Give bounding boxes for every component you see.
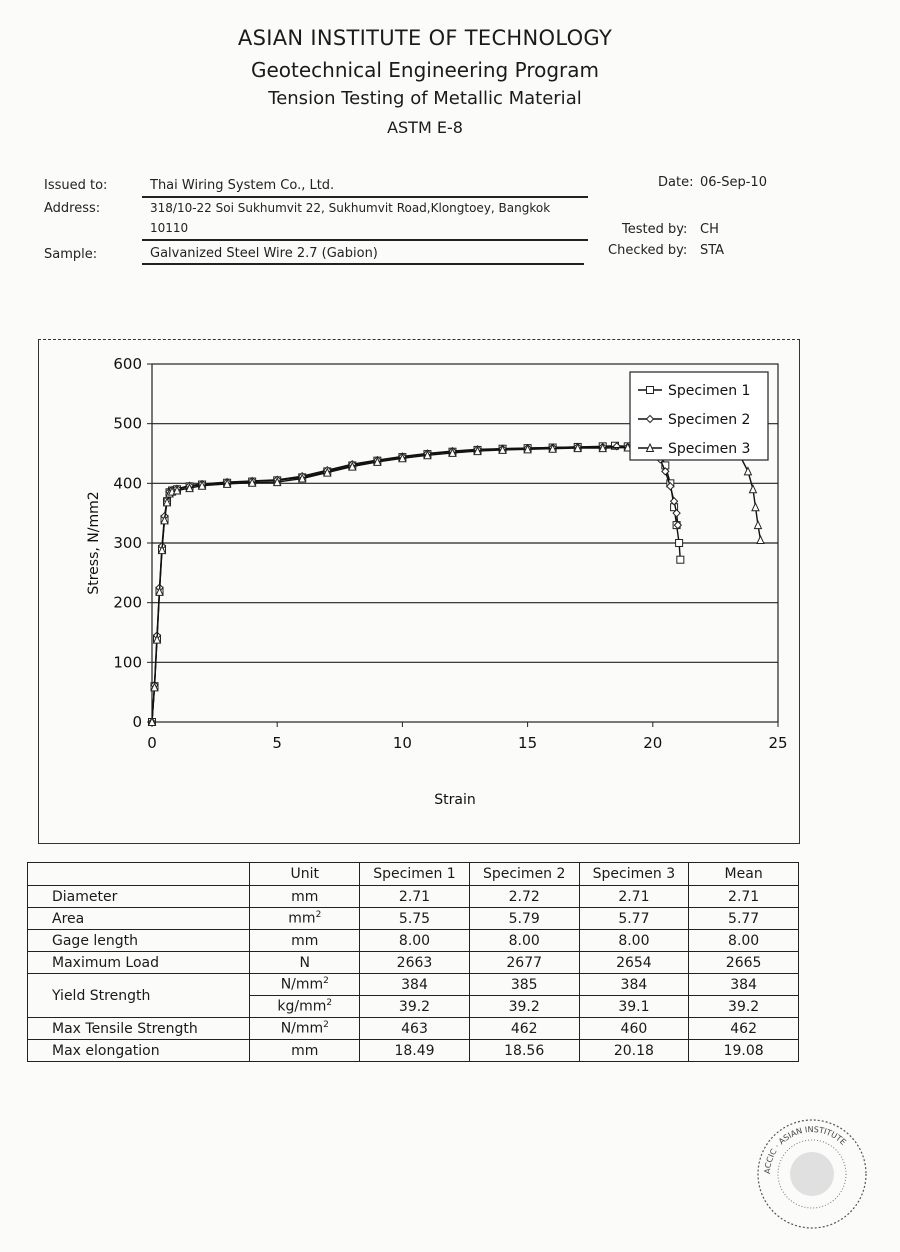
unit-text: kg/mm <box>277 998 327 1015</box>
cell: 2.71 <box>689 886 799 908</box>
legend-label: Specimen 1 <box>668 383 751 399</box>
checked-by-value: STA <box>700 243 725 258</box>
date-value: 06-Sep-10 <box>700 175 767 190</box>
table-header-mean: Mean <box>689 863 799 886</box>
data-point-specimen-3 <box>754 521 761 529</box>
checked-by-label: Checked by: <box>608 243 688 258</box>
data-point-specimen-1 <box>676 540 683 547</box>
data-point-specimen-3 <box>749 485 756 493</box>
y-tick-label: 500 <box>113 414 142 433</box>
cell: 2654 <box>579 952 689 974</box>
address-label: Address: <box>44 201 101 216</box>
table-row <box>28 908 799 930</box>
unit-sup: 2 <box>323 976 329 987</box>
table-header-unit: Unit <box>250 863 360 886</box>
cell: 18.49 <box>360 1040 470 1062</box>
x-axis-title: Strain <box>434 792 476 808</box>
cell: 5.77 <box>579 908 689 930</box>
table-header-blank <box>28 863 250 886</box>
cell: 2.71 <box>579 886 689 908</box>
y-tick-label: 0 <box>132 713 142 731</box>
x-tick-label: 5 <box>272 734 282 752</box>
row-unit <box>250 974 360 996</box>
unit-sup: 2 <box>326 998 333 1009</box>
sample-underline <box>142 263 584 265</box>
y-tick-label: 200 <box>113 593 142 612</box>
data-point-specimen-1 <box>677 556 684 563</box>
cell: 2.72 <box>469 886 579 908</box>
table-header-row <box>28 863 799 886</box>
issued-to-underline <box>142 196 588 198</box>
cell: 462 <box>689 1018 799 1040</box>
cell: 384 <box>689 974 799 996</box>
legend-label: Specimen 2 <box>668 412 751 428</box>
y-tick-label: 100 <box>113 653 142 672</box>
svg-text:ACCIC · ASIAN INSTITUTE: ACCIC · ASIAN INSTITUTE <box>762 1124 848 1175</box>
cell: 2677 <box>469 952 579 974</box>
data-point-specimen-3 <box>744 467 751 475</box>
x-tick-label: 25 <box>768 734 788 752</box>
cell: 39.1 <box>579 996 689 1018</box>
x-tick-label: 0 <box>147 734 157 752</box>
table-row <box>28 1018 799 1040</box>
cell: 2663 <box>360 952 470 974</box>
date-label: Date: <box>658 175 694 190</box>
cell: 18.56 <box>469 1040 579 1062</box>
cell: 20.18 <box>579 1040 689 1062</box>
cell: 460 <box>579 1018 689 1040</box>
cell: 385 <box>469 974 579 996</box>
data-point-specimen-3 <box>757 536 764 544</box>
standard-title: ASTM E-8 <box>387 118 463 137</box>
legend-label: Specimen 3 <box>668 441 751 457</box>
table-header-specimen-2: Specimen 2 <box>469 863 579 886</box>
row-unit: mm <box>250 1040 360 1062</box>
tested-by-value: CH <box>700 222 719 237</box>
table-header-specimen-3: Specimen 3 <box>579 863 689 886</box>
y-tick-label: 300 <box>113 534 142 552</box>
y-tick-label: 600 <box>113 355 142 373</box>
row-label: Max elongation <box>28 1040 250 1062</box>
cell: 8.00 <box>469 930 579 952</box>
stress-strain-chart <box>38 339 798 842</box>
unit-text: mm <box>288 910 316 927</box>
cell: 8.00 <box>689 930 799 952</box>
row-unit <box>250 996 360 1018</box>
sample-label: Sample: <box>44 247 98 262</box>
row-label: Max Tensile Strength <box>28 1018 250 1040</box>
institute-title: ASIAN INSTITUTE OF TECHNOLOGY <box>237 26 613 50</box>
row-label: Area <box>28 908 250 930</box>
cell: 384 <box>579 974 689 996</box>
table-row <box>28 974 799 996</box>
cell: 39.2 <box>469 996 579 1018</box>
x-tick-label: 15 <box>518 734 538 752</box>
results-table <box>27 862 799 1062</box>
row-label: Diameter <box>28 886 250 908</box>
table-row <box>28 952 799 974</box>
x-tick-label: 20 <box>643 734 663 752</box>
sample-value: Galvanized Steel Wire 2.7 (Gabion) <box>150 246 378 261</box>
cell: 8.00 <box>579 930 689 952</box>
cell: 8.00 <box>360 930 470 952</box>
address-line1: 318/10-22 Soi Sukhumvit 22, Sukhumvit Road,Klongtoey, Bangkok <box>150 201 551 215</box>
test-title: Tension Testing of Metallic Material <box>268 88 582 109</box>
table-row <box>28 930 799 952</box>
table-row <box>28 1040 799 1062</box>
row-label: Gage length <box>28 930 250 952</box>
institute-seal <box>752 1112 872 1232</box>
cell: 39.2 <box>689 996 799 1018</box>
table-header-specimen-1: Specimen 1 <box>360 863 470 886</box>
table-row <box>28 886 799 908</box>
address-line2: 10110 <box>150 221 189 235</box>
unit-text: N/mm <box>280 976 324 993</box>
y-tick-label: 400 <box>113 474 142 493</box>
y-axis-title: Stress, N/mm2 <box>86 491 102 595</box>
issued-to-value: Thai Wiring System Co., Ltd. <box>150 178 335 193</box>
row-unit <box>250 1018 360 1040</box>
unit-sup: 2 <box>315 910 322 921</box>
program-title: Geotechnical Engineering Program <box>251 58 599 82</box>
cell: 5.77 <box>689 908 799 930</box>
cell: 5.75 <box>360 908 470 930</box>
data-point-specimen-3 <box>752 503 759 511</box>
tested-by-label: Tested by: <box>622 222 688 237</box>
cell: 19.08 <box>689 1040 799 1062</box>
cell: 5.79 <box>469 908 579 930</box>
row-unit <box>250 908 360 930</box>
unit-text: N/mm <box>280 1020 324 1037</box>
cell: 2665 <box>689 952 799 974</box>
cell: 463 <box>360 1018 470 1040</box>
cell: 462 <box>469 1018 579 1040</box>
row-unit: mm <box>250 886 360 908</box>
issued-to-label: Issued to: <box>44 178 108 193</box>
row-label: Yield Strength <box>28 974 250 1018</box>
row-unit: mm <box>250 930 360 952</box>
row-label: Maximum Load <box>28 952 250 974</box>
address-underline <box>142 239 588 241</box>
x-tick-label: 10 <box>392 734 412 752</box>
cell: 39.2 <box>360 996 470 1018</box>
unit-sup: 2 <box>323 1020 329 1031</box>
row-unit: N <box>250 952 360 974</box>
cell: 2.71 <box>360 886 470 908</box>
cell: 384 <box>360 974 470 996</box>
series-line-specimen-1 <box>152 446 680 722</box>
legend-marker <box>647 387 654 394</box>
